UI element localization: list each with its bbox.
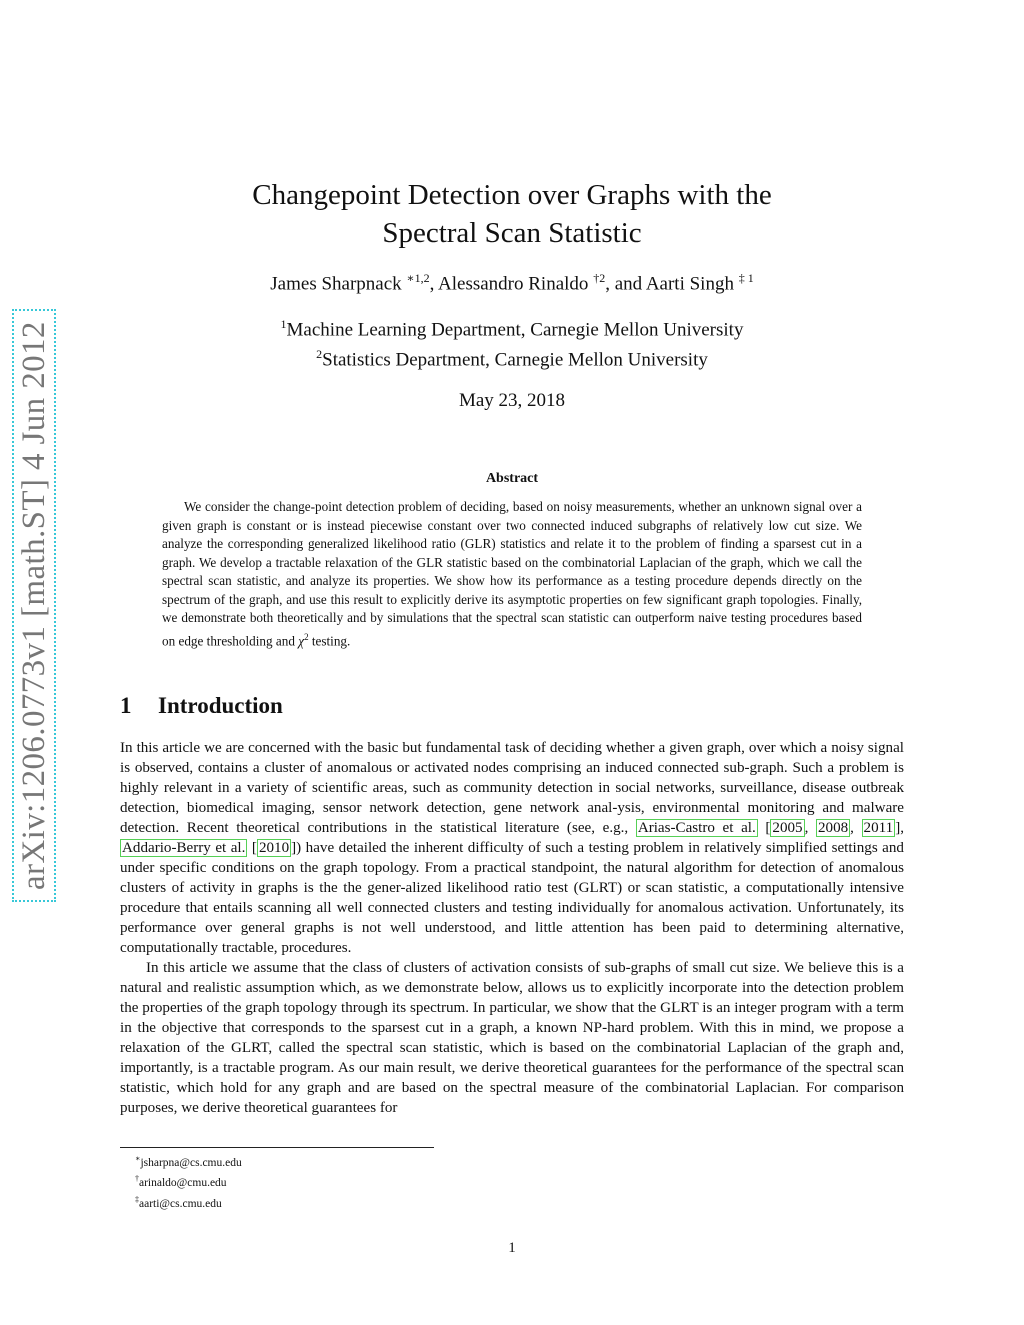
affiliation-1-text: Machine Learning Department, Carnegie Mellon University bbox=[286, 319, 744, 341]
affiliation-2-text: Statistics Department, Carnegie Mellon University bbox=[322, 349, 708, 371]
chi-symbol: χ bbox=[298, 632, 305, 648]
abstract-text bbox=[162, 498, 862, 650]
author-sharpnack-mark[interactable]: ∗1,2 bbox=[406, 271, 430, 285]
author-rinaldo: Alessandro Rinaldo bbox=[438, 273, 589, 295]
author-singh: Aarti Singh bbox=[645, 273, 734, 295]
paragraph-2: In this article we assume that the class of clusters of activation consists of sub-graphs of small cut size. We believe this is a natural and realistic assumption which, as we demonstrate below, allows us to explicitly incorporate into the detection problem the properties of the graph topology through its spectrum. In particular, we show that the GLRT is an integer program with a term in the objective that corresponds to the sparsest cut in a graph, a known NP-hard problem. With this in mind, we propose a relaxation of the GLRT, called the spectral scan statistic, which is based on the combinatorial Laplacian of the graph and, importantly, is a tractable program. As our main result, we derive theoretical guarantees for the performance of the spectral scan statistic, which hold for any graph and are based on the spectral measure of the combinatorial Laplacian. For comparison purposes, we derive theoretical guarantees for bbox=[120, 960, 904, 1116]
abstract-text-end: testing. bbox=[308, 632, 351, 648]
chi-exponent: 2 bbox=[304, 631, 309, 642]
abstract-heading: Abstract bbox=[485, 471, 539, 486]
citation-punct: ], bbox=[895, 820, 904, 836]
footnote-2 bbox=[135, 1171, 242, 1191]
abstract-text-main: We consider the change-point detection problem of deciding, based on noisy measurements, whether an unknown signal over a given graph is constant or is instead piecewise constant over two connected induced subgraphs of relatively low cut size. We analyze the corresponding generalized likelihood ratio (GLR) statistics and relate it to the problem of finding a sparsest cut in a graph. We develop a tractable relaxation of the GLR statistic based on the combinatorial Laplacian of the graph, which we call the spectral scan statistic, and analyze its properties. We show how its performance as a testing procedure depends directly on the spectrum of the graph, and use this result to explicitly derive its asymptotic properties on few significant graph topologies. Finally, we demonstrate both theoretically and by simulations that the spectral scan statistic can outperform naive testing procedures based on edge thresholding and bbox=[162, 499, 862, 648]
author-sharpnack: James Sharpnack bbox=[270, 273, 402, 295]
affiliations bbox=[160, 312, 864, 373]
section-heading-introduction bbox=[120, 693, 283, 719]
citation-addario-berry[interactable]: Addario-Berry et al. bbox=[122, 840, 246, 856]
author-singh-mark[interactable]: ‡ 1 bbox=[738, 271, 754, 285]
footnote-1-email[interactable]: jsharpna@cs.cmu.edu bbox=[140, 1156, 242, 1169]
title-line-1: Changepoint Detection over Graphs with the bbox=[252, 179, 772, 211]
paragraph-1-text: In this article we are concerned with the basic but fundamental task of deciding whether a given graph, over which a noisy signal is observed, contains a cluster of anomalous or activated nodes comprising an induced connected sub-graph. Such a problem is highly relevant in a variety of scientific areas, such as community detection in social networks, surveillance, disease outbreak detection, biomedical imaging, sensor network detection, gene network anal-ysis, environmental monitoring and malware detection. Recent theoretical contributions in the statistical literature (see, e.g., bbox=[120, 740, 904, 836]
paragraph-1-text-cont: ]) have detailed the inherent difficulty of such a testing problem in relatively simplified settings and under specific conditions on the graph topology. From a practical standpoint, the natural algorithm for detection of anomalous clusters of activity in graphs is the the gener-alized likelihood ratio test (GLRT) or scan statistic, a computationally intensive procedure that entails scanning all well connected clusters and testing individually for anomalous activation. Unfortunately, its performance over general graphs is not well understood, and little attention has been paid to determining alternative, computationally tractable, procedures. bbox=[120, 840, 904, 956]
introduction-body bbox=[120, 738, 904, 1118]
affiliation-1-mark: 1 bbox=[280, 317, 287, 331]
footnote-3-email[interactable]: aarti@cs.cmu.edu bbox=[139, 1197, 222, 1210]
arxiv-id-link[interactable]: arXiv:1206.0773v1 [math.ST] 4 Jun 2012 bbox=[12, 309, 56, 902]
title-line-2: Spectral Scan Statistic bbox=[382, 217, 642, 249]
citation-punct: [ bbox=[247, 840, 257, 856]
affiliation-2-mark: 2 bbox=[316, 347, 323, 362]
author-rinaldo-mark[interactable]: †2 bbox=[593, 271, 606, 285]
paragraph-1 bbox=[120, 738, 904, 958]
author-list bbox=[160, 271, 864, 295]
section-number: 1 bbox=[120, 693, 132, 718]
paper-date: May 23, 2018 bbox=[458, 390, 566, 411]
section-title: Introduction bbox=[158, 693, 283, 718]
citation-arias-castro[interactable]: Arias-Castro et al. bbox=[637, 820, 756, 836]
affiliation-2 bbox=[160, 342, 864, 372]
footnote-3 bbox=[135, 1192, 242, 1212]
footnote-divider bbox=[120, 1147, 434, 1148]
citation-2010[interactable]: 2010 bbox=[258, 840, 290, 856]
footnote-2-mark: † bbox=[135, 1174, 139, 1184]
footnote-3-mark: ‡ bbox=[135, 1194, 139, 1204]
footnote-1 bbox=[135, 1151, 242, 1171]
citation-punct: [ bbox=[757, 820, 771, 836]
affiliation-1 bbox=[160, 312, 864, 342]
author-separator: , bbox=[429, 273, 439, 295]
footnote-2-email[interactable]: arinaldo@cmu.edu bbox=[139, 1177, 227, 1190]
citation-2008[interactable]: 2008 bbox=[817, 820, 849, 836]
arxiv-stamp bbox=[12, 262, 56, 902]
page-number: 1 bbox=[508, 1240, 516, 1256]
author-separator: , and bbox=[605, 273, 646, 295]
citation-2011[interactable]: 2011 bbox=[863, 820, 894, 836]
citation-2005[interactable]: 2005 bbox=[772, 820, 803, 836]
footnotes bbox=[135, 1151, 242, 1212]
paper-title bbox=[160, 176, 864, 252]
citation-punct: , bbox=[804, 820, 816, 836]
footnote-1-mark: ∗ bbox=[135, 1154, 141, 1163]
citation-punct: , bbox=[850, 820, 862, 836]
